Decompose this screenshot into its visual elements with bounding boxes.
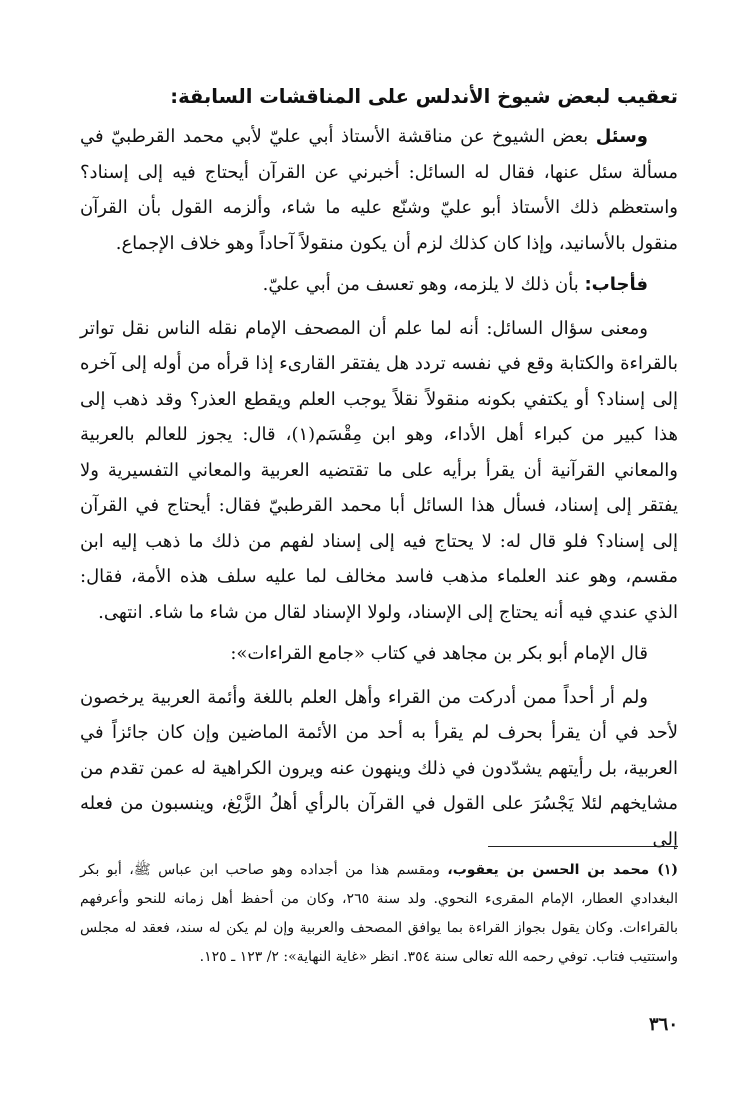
paragraph-text: ولم أر أحداً ممن أدركت من القراء وأهل العلم باللغة وأئمة العربية يرخصون لأحد في أن يقرأ بحرف لم يقرأ به أحد من الأئمة الماضين وإن كان جائزاً في العربية، بل رأيتهم يشدّدون في ذلك وينهون عنه ويرون الكراهية له عمن تقدم من مشايخهم لئلا يَجْسُرَ على القول في القرآن بالرأي أهلُ الزَّيْغ، وينسبون من فعله إلى [80, 686, 678, 850]
footnote-item [80, 856, 678, 972]
paragraph-text: بعض الشيوخ عن مناقشة الأستاذ أبي عليّ لأبي محمد القرطبيّ في مسألة سئل عنها، فقال له السائل: أخبرني عن القرآن أيحتاج فيه إلى إسناد؟ واستعظم ذلك الأستاذ أبو عليّ وشنّع عليه ما شاء، وألزمه القول بأن القرآن منقول بالأسانيد، وإذا كان كذلك لزم أن يكون منقولاً آحاداً وهو خلاف الإجماع. [80, 126, 678, 254]
paragraph-text: قال الإمام أبو بكر بن مجاهد في كتاب «جامع القراءات»: [230, 643, 648, 664]
paragraph-question [80, 119, 678, 261]
footnote-name: محمد بن الحسن بن يعقوب، [447, 862, 650, 878]
footnote-divider [488, 846, 678, 847]
footnotes [80, 856, 678, 972]
paragraph-lead: وسئل [595, 126, 648, 147]
paragraph-text: بأن ذلك لا يلزمه، وهو تعسف من أبي عليّ. [262, 274, 585, 295]
footnote-text: ومقسم هذا من أجداده وهو صاحب ابن عباس ﷺ، أبو بكر البغدادي العطار، الإمام المقرىء النحوي. ولد سنة ٢٦٥، وكان من أحفظ أهل زمانه للنحو وأعرفهم بالقراءات. وكان يقول بجواز القراءة بما يوافق المصحف والعربية وإن لم يكن له سند، فعقد له مجلس واستتيب فتاب. توفي رحمه الله تعالى سنة ٣٥٤. انظر «غاية النهاية»: ٢/ ١٢٣ ـ ١٢٥. [80, 862, 678, 965]
paragraph-text: ومعنى سؤال السائل: أنه لما علم أن المصحف الإمام نقله الناس نقل تواتر بالقراءة والكتابة وقع في نفسه تردد هل يفتقر القارىء إذا قرأه من أوله إلى آخره إلى إسناد؟ أو يكتفي بكونه منقولاً نقلاً يوجب العلم ويقطع العذر؟ وقد ذهب إلى هذا كبير من كبراء أهل الأداء، وهو ابن مِقْسَم(١)، قال: يجوز للعالم بالعربية والمعاني القرآنية أن يقرأ برأيه على ما تقتضيه العربية والمعاني التفسيرية ولا يفتقر إلى إسناد، فسأل هذا السائل أبا محمد القرطبيّ فقال: أيحتاج في القرآن إلى إسناد؟ فلو قال له: لا يحتاج فيه إلى إسناد لفهم من ذلك ما ذهب إليه ابن مقسم، وهو عند العلماء مذهب فاسد مخالف لما عليه سلف هذه الأمة، فقال: الذي عندي فيه أنه يحتاج إلى الإسناد، ولولا الإسناد لقال من شاء ما شاء. انتهى. [80, 317, 678, 623]
page-content [80, 78, 678, 1035]
section-heading: تعقيب لبعض شيوخ الأندلس على المناقشات السابقة: [170, 85, 678, 108]
paragraph-answer [80, 267, 678, 303]
footnote-number: (١) [657, 862, 678, 878]
paragraph-lead: فأجاب: [584, 274, 648, 295]
paragraph-explanation [80, 311, 678, 631]
paragraph-quote [80, 680, 678, 858]
page-number: ٣٦٠ [648, 1014, 678, 1035]
paragraph-citation [80, 636, 678, 672]
